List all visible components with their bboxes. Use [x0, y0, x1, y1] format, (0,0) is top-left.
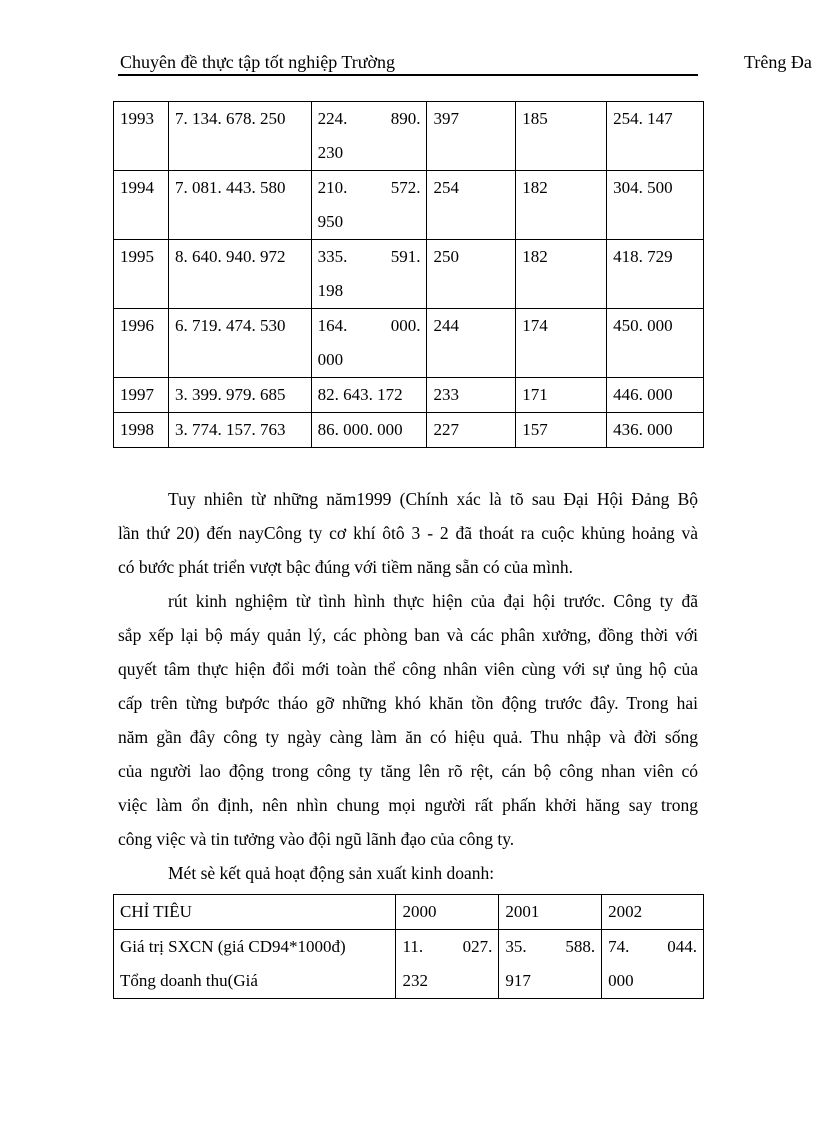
header-title: Chuyên đề thực tập tốt nghiệp Trường	[120, 52, 396, 72]
header-rule	[118, 74, 698, 76]
column-header: 2000	[396, 895, 499, 930]
value-part: 000.	[390, 316, 421, 335]
value-cell: 157	[516, 413, 607, 448]
table-row	[114, 413, 704, 448]
text-line: sắp xếp lại bộ máy quản lý, các phòng ban và các phân xưởng, đồng thời với	[118, 625, 698, 645]
value-cell	[311, 171, 427, 240]
value-cell: 174	[516, 309, 607, 378]
value-cell	[499, 930, 602, 999]
value-cell	[396, 930, 499, 999]
text-line: việc làm ổn định, nên nhìn chung mọi người rất phấn khởi hăng say trong	[118, 795, 698, 815]
value-part: 917	[505, 971, 531, 990]
value-part: 000	[608, 971, 634, 990]
value-part: 232	[402, 971, 428, 990]
value-part: 950	[317, 212, 344, 231]
paragraph-results-intro	[118, 856, 698, 890]
value-part: 027.	[462, 937, 493, 956]
text-line: quyết tâm thực hiện đổi mới toàn thể công nhân viên cùng với sự ủng hộ của	[118, 659, 698, 679]
value-cell: 182	[516, 171, 607, 240]
value-cell: 227	[427, 413, 516, 448]
text-line: rút kinh nghiệm từ tình hình thực hiện của đại hội trước. Công ty đã	[168, 591, 698, 611]
value-cell: 82. 643. 172	[311, 378, 427, 413]
text-line: của người lao động trong công ty tăng lên rõ rệt, cán bộ công nhan viên có	[118, 761, 698, 781]
header-school: Trêng Đa	[744, 52, 812, 72]
table-row	[114, 171, 704, 240]
value-part: 044.	[667, 937, 697, 956]
year-cell: 1996	[114, 309, 169, 378]
year-cell: 1994	[114, 171, 169, 240]
value-cell	[602, 930, 704, 999]
text-line: có bước phát triển vượt bậc đúng với tiềm năng sẵn có của mình.	[118, 557, 573, 577]
value-part: 210.	[317, 178, 348, 197]
value-part: 224.	[317, 109, 348, 128]
value-cell: 304. 500	[607, 171, 704, 240]
value-cell: 171	[516, 378, 607, 413]
results-table	[113, 894, 704, 999]
column-header: CHỈ TIÊU	[114, 895, 396, 930]
value-cell: 6. 719. 474. 530	[168, 309, 311, 378]
table-header-row	[114, 895, 704, 930]
year-cell: 1998	[114, 413, 169, 448]
text-line: cấp trên từng bưpớc tháo gỡ những khó khăn tồn động trước đây. Trong hai	[118, 693, 698, 713]
text-line: Mét sè kết quả hoạt động sản xuất kinh doanh:	[168, 863, 495, 883]
row-label: Tổng doanh thu(Giá	[120, 971, 258, 990]
production-table	[113, 101, 704, 448]
row-label: Giá trị SXCN (giá CD94*1000đ)	[120, 937, 346, 956]
value-cell: 250	[427, 240, 516, 309]
text-line: công việc và tin tưởng vào đội ngũ lãnh đạo của công ty.	[118, 829, 515, 849]
year-cell: 1997	[114, 378, 169, 413]
table-row	[114, 309, 704, 378]
value-cell: 7. 134. 678. 250	[168, 102, 311, 171]
value-part: 74.	[608, 937, 630, 956]
table-row	[114, 102, 704, 171]
value-cell: 233	[427, 378, 516, 413]
value-cell: 182	[516, 240, 607, 309]
text-line: Tuy nhiên từ những năm1999 (Chính xác là tõ sau Đại Hội Đảng Bộ	[168, 489, 698, 509]
value-part: 588.	[565, 937, 596, 956]
value-part: 198	[317, 281, 344, 300]
value-part: 000	[317, 350, 344, 369]
value-part: 572.	[390, 178, 421, 197]
year-cell: 1995	[114, 240, 169, 309]
value-part: 335.	[317, 247, 348, 266]
table-row	[114, 240, 704, 309]
value-cell: 446. 000	[607, 378, 704, 413]
value-cell: 7. 081. 443. 580	[168, 171, 311, 240]
value-part: 591.	[390, 247, 421, 266]
value-part: 890.	[390, 109, 421, 128]
text-line: năm gần đây công ty ngày càng làm ăn có hiệu quả. Thu nhập và đời sống	[118, 727, 698, 747]
table-row	[114, 930, 704, 999]
paragraph-experience	[118, 584, 698, 856]
value-part: 164.	[317, 316, 348, 335]
column-header: 2002	[602, 895, 704, 930]
value-cell	[311, 240, 427, 309]
value-cell: 86. 000. 000	[311, 413, 427, 448]
value-cell: 3. 774. 157. 763	[168, 413, 311, 448]
value-cell: 254. 147	[607, 102, 704, 171]
value-cell: 3. 399. 979. 685	[168, 378, 311, 413]
value-cell	[311, 309, 427, 378]
value-cell: 397	[427, 102, 516, 171]
row-label-cell	[114, 930, 396, 999]
year-cell: 1993	[114, 102, 169, 171]
value-cell: 436. 000	[607, 413, 704, 448]
column-header: 2001	[499, 895, 602, 930]
value-part: 35.	[505, 937, 527, 956]
text-line: lần thứ 20) đến nayCông ty cơ khí ôtô 3 - 2 đã thoát ra cuộc khủng hoảng và	[118, 523, 698, 543]
paragraph-recovery	[118, 482, 698, 584]
value-cell: 185	[516, 102, 607, 171]
value-cell: 8. 640. 940. 972	[168, 240, 311, 309]
table-row	[114, 378, 704, 413]
value-cell: 254	[427, 171, 516, 240]
value-part: 230	[317, 143, 344, 162]
value-part: 11.	[402, 937, 424, 956]
value-cell: 418. 729	[607, 240, 704, 309]
value-cell: 244	[427, 309, 516, 378]
value-cell	[311, 102, 427, 171]
value-cell: 450. 000	[607, 309, 704, 378]
